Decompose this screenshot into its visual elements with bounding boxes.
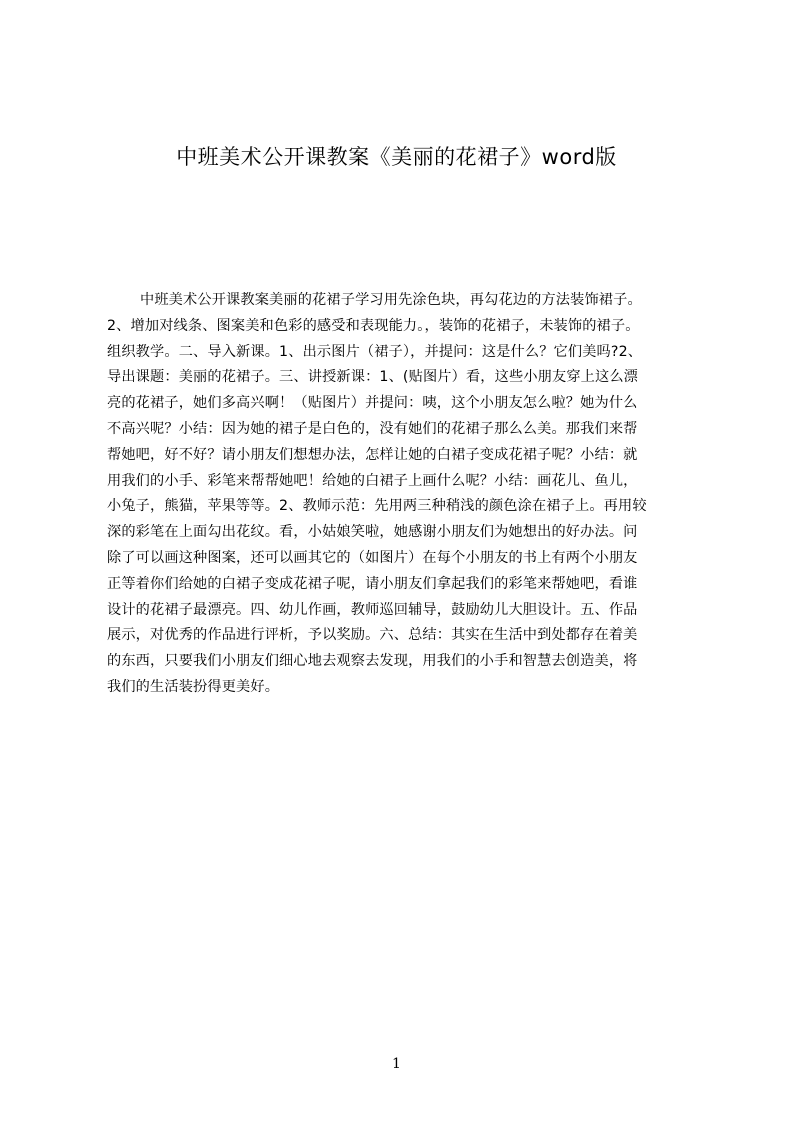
body-line: 亮的花裙子，她们多高兴啊！（贴图片）并提问：咦，这个小朋友怎么啦？她为什么	[107, 395, 638, 412]
body-line: 展示，对优秀的作品进行评析，予以奖励。六、总结：其实在生活中到处都存在着美	[107, 627, 638, 644]
body-line: 设计的花裙子最漂亮。四、幼儿作画，教师巡回辅导，鼓励幼儿大胆设计。五、作品	[107, 601, 638, 618]
body-line: 正等着你们给她的白裙子变成花裙子呢，请小朋友们拿起我们的彩笔来帮她吧，看谁	[107, 575, 638, 592]
body-line: 2、增加对线条、图案美和色彩的感受和表现能力。，装饰的花裙子，未装饰的裙子。	[107, 317, 640, 334]
body-line: 我们的生活装扮得更美好。	[107, 678, 280, 695]
body-line: 用我们的小手、彩笔来帮帮她吧！给她的白裙子上画什么呢？小结：画花儿、鱼儿，	[107, 472, 638, 489]
body-line: 不高兴呢？小结：因为她的裙子是白色的，没有她们的花裙子那么么美。那我们来帮	[107, 420, 638, 437]
document-body	[107, 288, 699, 701]
body-line: 深的彩笔在上面勾出花纹。看，小姑娘笑啦，她感谢小朋友们为她想出的好办法。问	[107, 524, 638, 541]
body-line: 除了可以画这种图案，还可以画其它的（如图片）在每个小朋友的书上有两个小朋友	[107, 549, 638, 566]
document-title: 中班美术公开课教案《美丽的花裙子》word版	[176, 145, 617, 169]
body-line: 帮她吧，好不好？请小朋友们想想办法，怎样让她的白裙子变成花裙子呢？小结：就	[107, 446, 638, 463]
body-line: 中班美术公开课教案美丽的花裙子学习用先涂色块，再勾花边的方法装饰裙子。	[140, 292, 642, 308]
body-line: 的东西，只要我们小朋友们细心地去观察去发现，用我们的小手和智慧去创造美，将	[107, 653, 638, 670]
body-line: 小兔子，熊猫，苹果等等。2、教师示范：先用两三种稍浅的颜色涂在裙子上。再用较	[107, 498, 647, 515]
body-line: 导出课题：美丽的花裙子。三、讲授新课：1、(贴图片）看，这些小朋友穿上这么漂	[107, 369, 639, 386]
body-line: 组织教学。二、导入新课。1、出示图片（裙子），并提问：这是什么？它们美吗?2、	[107, 343, 643, 360]
page-number: 1	[392, 1056, 401, 1072]
